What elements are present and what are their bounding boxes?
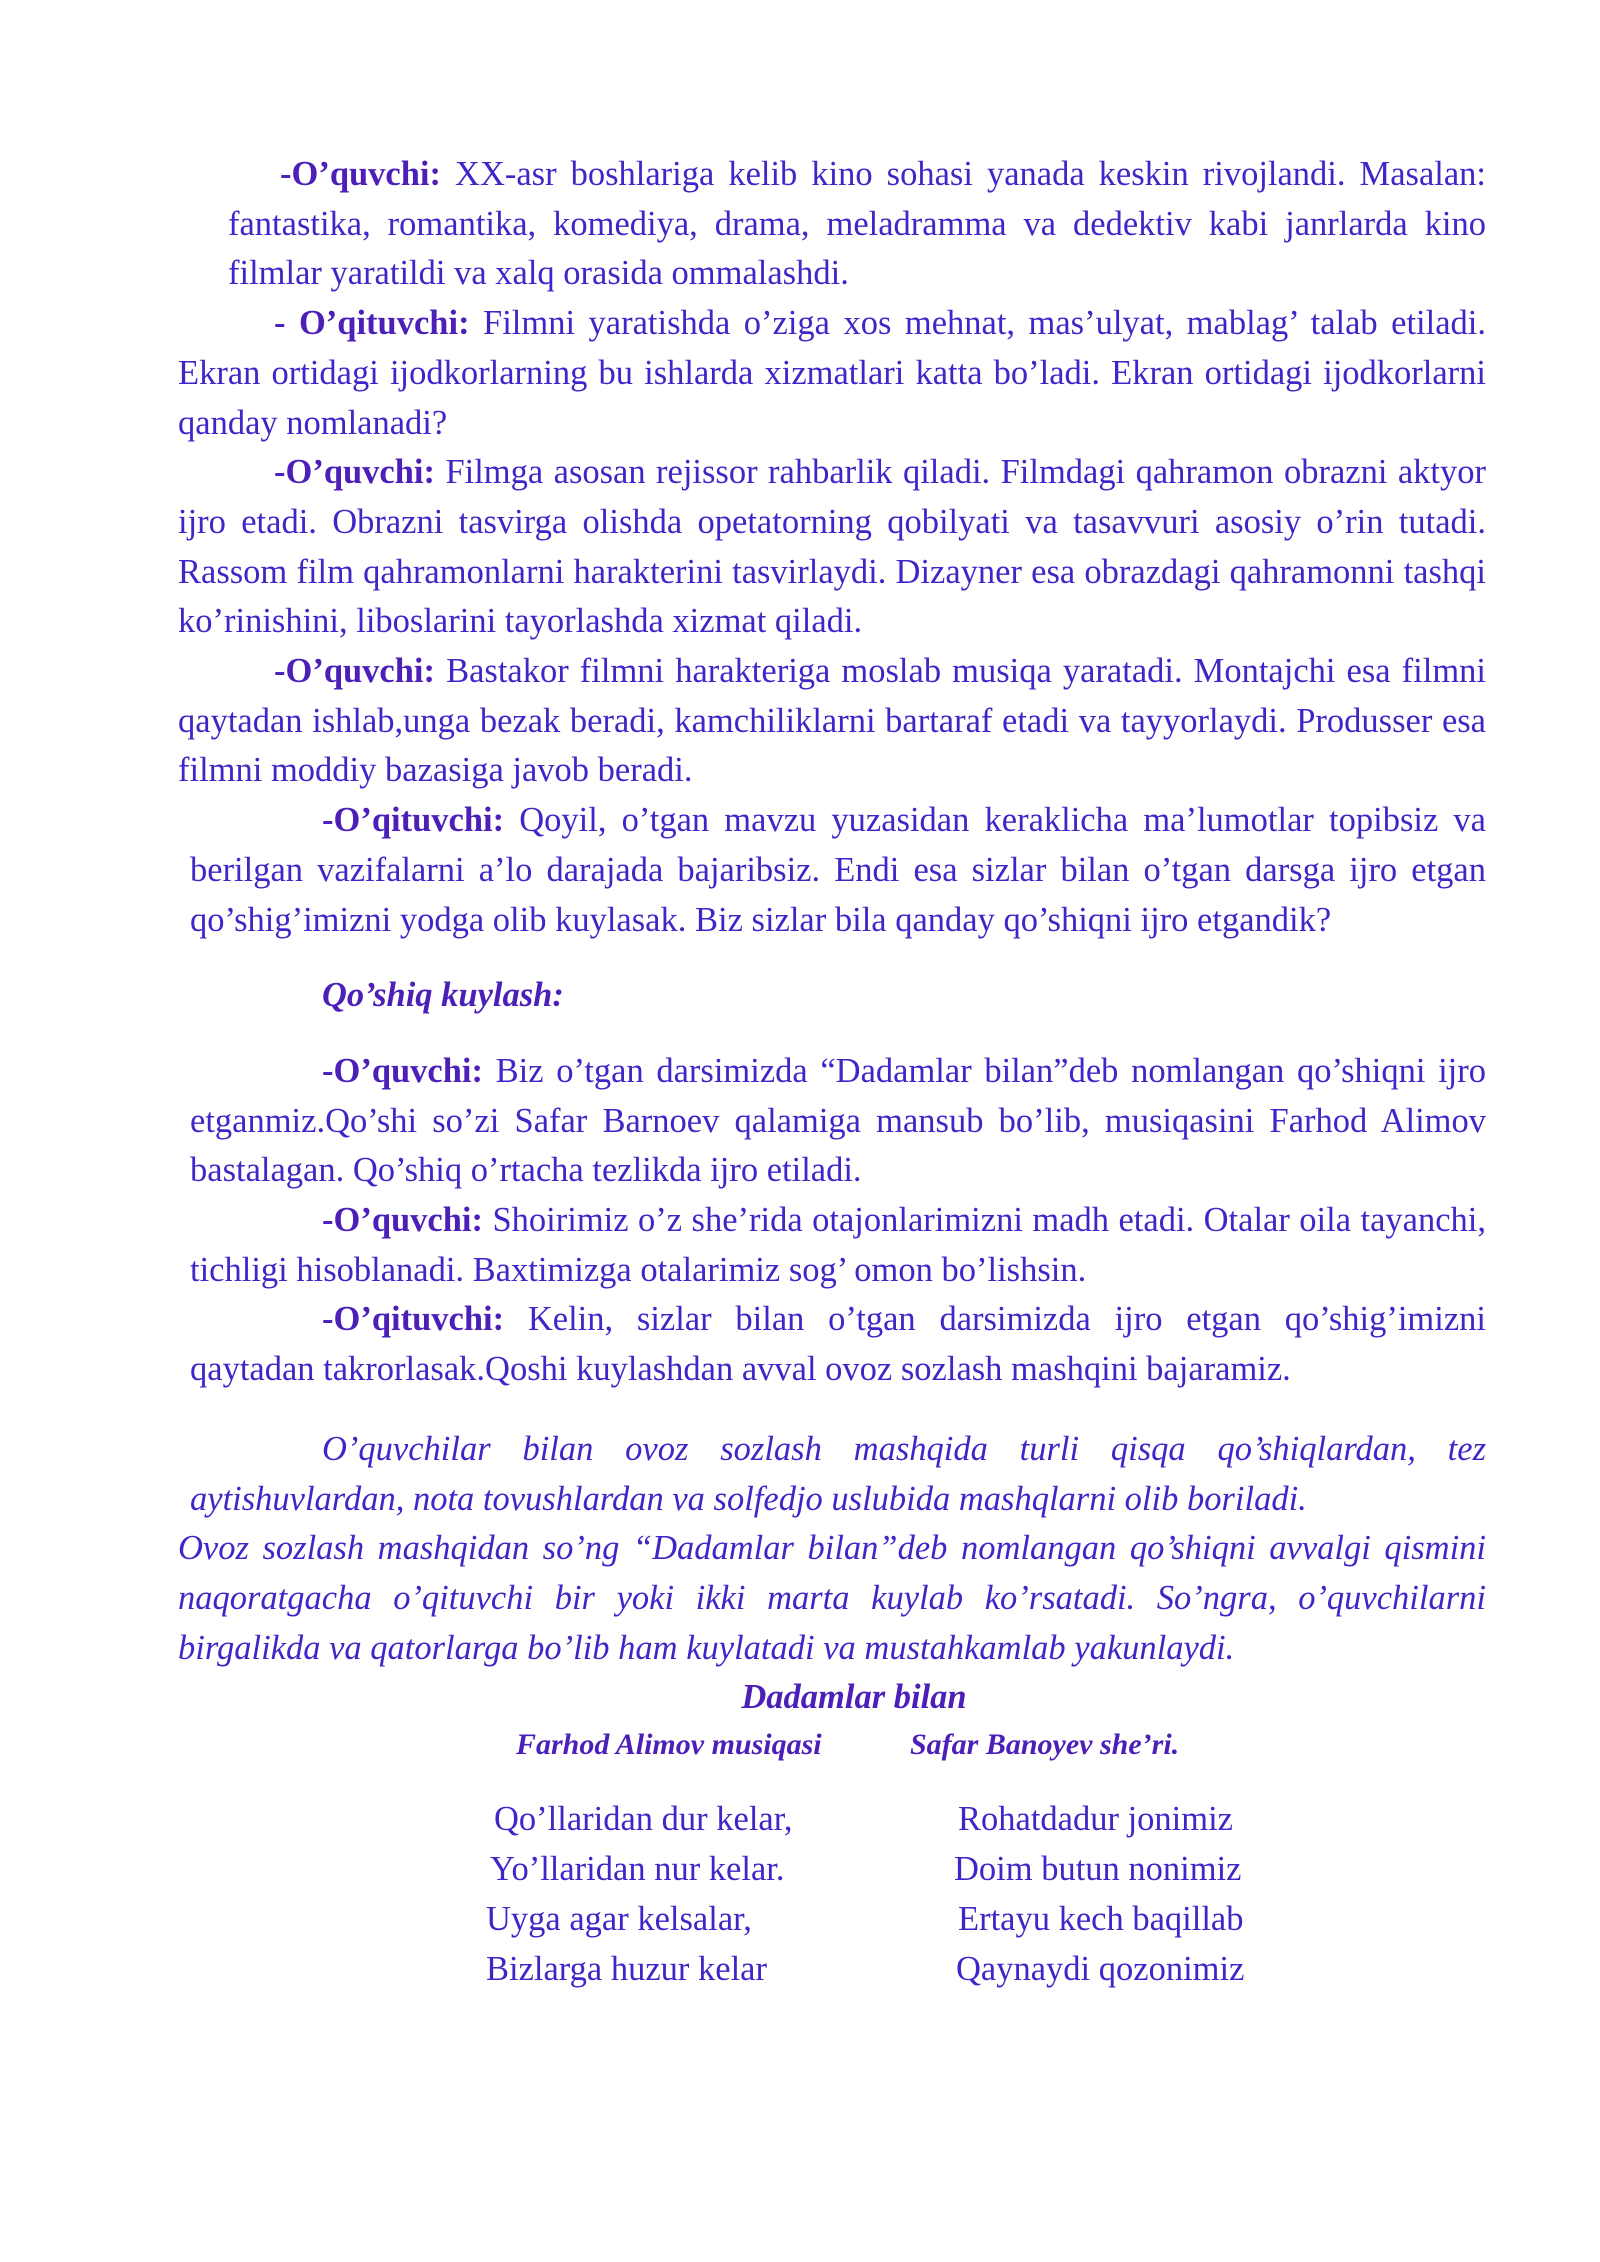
song-title: Dadamlar bilan (741, 1678, 967, 1717)
dialogue-text: Kelin, sizlar bilan o’tgan darsimizda ijro etgan qo’shig’imizni qaytadan takrorlasak.Qoshi kuylashdan avval ovoz sozlash mashqini bajaramiz. (190, 1300, 1486, 1389)
section-heading: Qo’shiq kuylash: (322, 976, 564, 1015)
speaker-label: -O’qituvchi: (322, 1300, 505, 1339)
lyrics-credit: Safar Banoyev she’ri. (910, 1728, 1180, 1762)
lyric-line: Doim butun nonimiz (954, 1850, 1242, 1889)
speaker-label: -O’qituvchi: (322, 801, 505, 840)
music-credit: Farhod Alimov musiqasi (516, 1728, 822, 1762)
lyric-line: Qo’llaridan dur kelar, (494, 1800, 793, 1839)
dialogue-text: Biz o’tgan darsimizda “Dadamlar bilan”deb nomlangan qo’shiqni ijro etganmiz.Qo’shi so’zi Safar Barnoev qalamiga mansub bo’lib, musiqasini Farhod Alimov bastalagan. Qo’shiq o’rtacha tezlikda ijro etiladi. (190, 1051, 1486, 1190)
dialogue-paragraph (178, 796, 1486, 945)
speaker-label: -O’quvchi: (322, 1201, 484, 1240)
dialogue-paragraph (178, 1196, 1486, 1295)
speaker-label: - O’qituvchi: (274, 304, 470, 343)
dialogue-paragraph (178, 1047, 1486, 1196)
speaker-label: -O’quvchi: (274, 453, 436, 492)
song-block (178, 1673, 1486, 2003)
lyrics-right-column (954, 1795, 1244, 1994)
speaker-label: -O’quvchi: (322, 1051, 484, 1090)
dialogue-paragraph (178, 448, 1486, 647)
dialogue-text: XX-asr boshlariga kelib kino sohasi yanada keskin rivojlandi. Masalan: fantastika, romantika, komediya, drama, meladramma va dedektiv kabi janrlarda kino filmlar yaratildi va xalq orasida ommalashdi. (228, 155, 1486, 293)
instruction-paragraph: O’quvchilar bilan ovoz sozlash mashqida turli qisqa qo’shiqlardan, tez aytishuvlardan, nota tovushlardan va solfedjo uslubida mashqlarni olib boriladi. (190, 1429, 1486, 1518)
speaker-label: -O’quvchi: (280, 155, 442, 193)
lyric-line: Bizlarga huzur kelar (486, 1949, 767, 1988)
lyric-line: Rohatdadur jonimiz (958, 1800, 1233, 1839)
lyric-line: Uyga agar kelsalar, (486, 1899, 752, 1938)
dialogue-text: Qoyil, o’tgan mavzu yuzasidan keraklicha ma’lumotlar topibsiz va berilgan vazifalarni a’lo darajada bajaribsiz. Endi esa sizlar bilan o’tgan darsga ijro etgan qo’shig’imizni yodga olib kuylasak. Biz sizlar bila qanday qo’shiqni ijro etgandik? (190, 801, 1486, 939)
lyric-line: Ertayu kech baqillab (958, 1899, 1244, 1938)
dialogue-paragraph (178, 647, 1486, 796)
dialogue-text: Shoirimiz o’z she’rida otajonlarimizni madh etadi. Otalar oila tayanchi, tichligi hisoblanadi. Baxtimizga otalarimiz sog’ omon bo’lishsin. (190, 1201, 1486, 1289)
lyric-line: Qaynaydi qozonimiz (956, 1949, 1245, 1988)
lyric-line: Yo’llaridan nur kelar. (490, 1850, 785, 1889)
document-page (178, 150, 1486, 2003)
dialogue-text: Filmga asosan rejissor rahbarlik qiladi. Filmdagi qahramon obrazni aktyor ijro etadi. Obrazni tasvirga olishda opetatorning qobilyati va tasavvuri asosiy o’rin tutadi. Rassom film qahramonlarni harakterini tasvirlaydi. Dizayner esa obrazdagi qahramonni tashqi ko’rinishini, liboslarini tayorlashda xizmat qiladi. (178, 453, 1486, 641)
lyrics-left-column (486, 1795, 792, 1994)
dialogue-paragraph (178, 1295, 1486, 1394)
dialogue-text: Bastakor filmni harakteriga moslab musiqa yaratadi. Montajchi esa filmni qaytadan ishlab,unga bezak beradi, kamchiliklarni bartaraf etadi va tayyorlaydi. Produsser esa filmni moddiy bazasiga javob beradi. (178, 652, 1486, 790)
dialogue-paragraph (178, 150, 1486, 299)
dialogue-text: Filmni yaratishda o’ziga xos mehnat, mas’ulyat, mablag’ talab etiladi. Ekran ortidagi ijodkorlarning bu ishlarda xizmatlari katta bo’ladi. Ekran ortidagi ijodkorlarni qanday nomlanadi? (178, 304, 1486, 442)
instruction-paragraph: Ovoz sozlash mashqidan so’ng “Dadamlar bilan”deb nomlangan qo’shiqni avvalgi qismini naqoratgacha o’qituvchi bir yoki ikki marta kuylab ko’rsatadi. So’ngra, o’quvchilarni birgalikda va qatorlarga bo’lib ham kuylatadi va mustahkamlab yakunlaydi. (178, 1529, 1486, 1667)
dialogue-paragraph (178, 299, 1486, 448)
speaker-label: -O’quvchi: (274, 652, 436, 691)
